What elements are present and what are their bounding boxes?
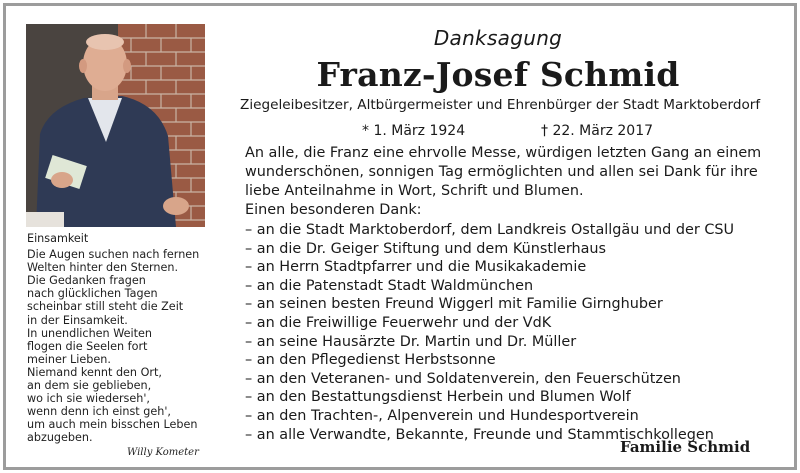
portrait-illustration — [26, 24, 205, 227]
thanks-item: – an den Bestattungsdienst Herbein und Blumen Wolf — [245, 389, 631, 406]
poem-line: Die Gedanken fragen — [27, 274, 146, 288]
intro-text: An alle, die Franz eine ehrvolle Messe, würdigen letzten Gang an einem wunderschönen, sonnigen Tag ermöglichten und allen sei Dank für ihre liebe Anteilnahme in Wort, Schrift und Blumen. — [245, 145, 762, 199]
obituary-frame — [3, 3, 797, 470]
poem-line: Welten hinter den Sternen. — [27, 261, 179, 275]
thanks-item: – an die Stadt Marktoberdorf, dem Landkreis Ostallgäu und der CSU — [245, 222, 735, 238]
poem-line: flogen die Seelen fort — [27, 339, 148, 353]
poem-author: Willy Kometer — [127, 447, 199, 458]
page-title: Danksagung — [433, 26, 563, 50]
birth-date: * 1. März 1924 — [362, 123, 466, 139]
poem — [27, 232, 217, 458]
portrait-photo — [26, 24, 205, 227]
thanks-item: – an den Pflegedienst Herbstsonne — [245, 352, 496, 369]
thanks-item: – an die Freiwillige Feuerwehr und der VdK — [245, 314, 552, 331]
thanks-item: – an seinen besten Freund Wiggerl mit Familie Girnghuber — [245, 296, 663, 313]
death-date: † 22. März 2017 — [541, 123, 654, 139]
poem-line: meiner Lieben. — [27, 352, 111, 366]
deceased-titles: Ziegeleibesitzer, Altbürgermeister und Ehrenbürger der Stadt Marktoberdorf — [240, 97, 761, 113]
poem-line: In unendlichen Weiten — [27, 326, 152, 340]
poem-line: Niemand kennt den Ort, — [27, 365, 162, 379]
thanks-item: – an den Trachten-, Alpenverein und Hundesportverein — [245, 407, 639, 424]
poem-line: an dem sie geblieben, — [27, 379, 152, 393]
thanks-item: – an die Patenstadt Stadt Waldmünchen — [245, 277, 534, 294]
poem-line: scheinbar still steht die Zeit — [27, 300, 184, 314]
poem-title: Einsamkeit — [27, 232, 89, 245]
poem-line: wenn denn ich einst geh', — [27, 405, 171, 419]
thanks-item: – an seine Hausärzte Dr. Martin und Dr. Müller — [245, 333, 577, 350]
poem-line: nach glücklichen Tagen — [27, 287, 158, 301]
signature: Familie Schmid — [620, 438, 751, 456]
thanks-list — [245, 221, 734, 444]
thanks-item: – an alle Verwandte, Bekannte, Freunde und Stammtischkollegen — [245, 426, 714, 443]
poem-line: in der Einsamkeit. — [27, 313, 128, 327]
thanks-item: – an die Dr. Geiger Stiftung und dem Künstlerhaus — [245, 240, 607, 257]
poem-line: Die Augen suchen nach fernen — [27, 248, 200, 262]
deceased-name: Franz-Josef Schmid — [316, 55, 680, 94]
poem-line: um auch mein bisschen Leben — [27, 418, 198, 432]
thanks-item: – an Herrn Stadtpfarrer und die Musikakademie — [245, 259, 587, 276]
thanks-item: – an den Veteranen- und Soldatenverein, den Feuerschützen — [245, 370, 681, 387]
thanks-heading: Einen besonderen Dank: — [245, 202, 422, 218]
poem-line: wo ich sie wiederseh', — [27, 392, 150, 406]
poem-line: abzugeben. — [27, 431, 93, 445]
